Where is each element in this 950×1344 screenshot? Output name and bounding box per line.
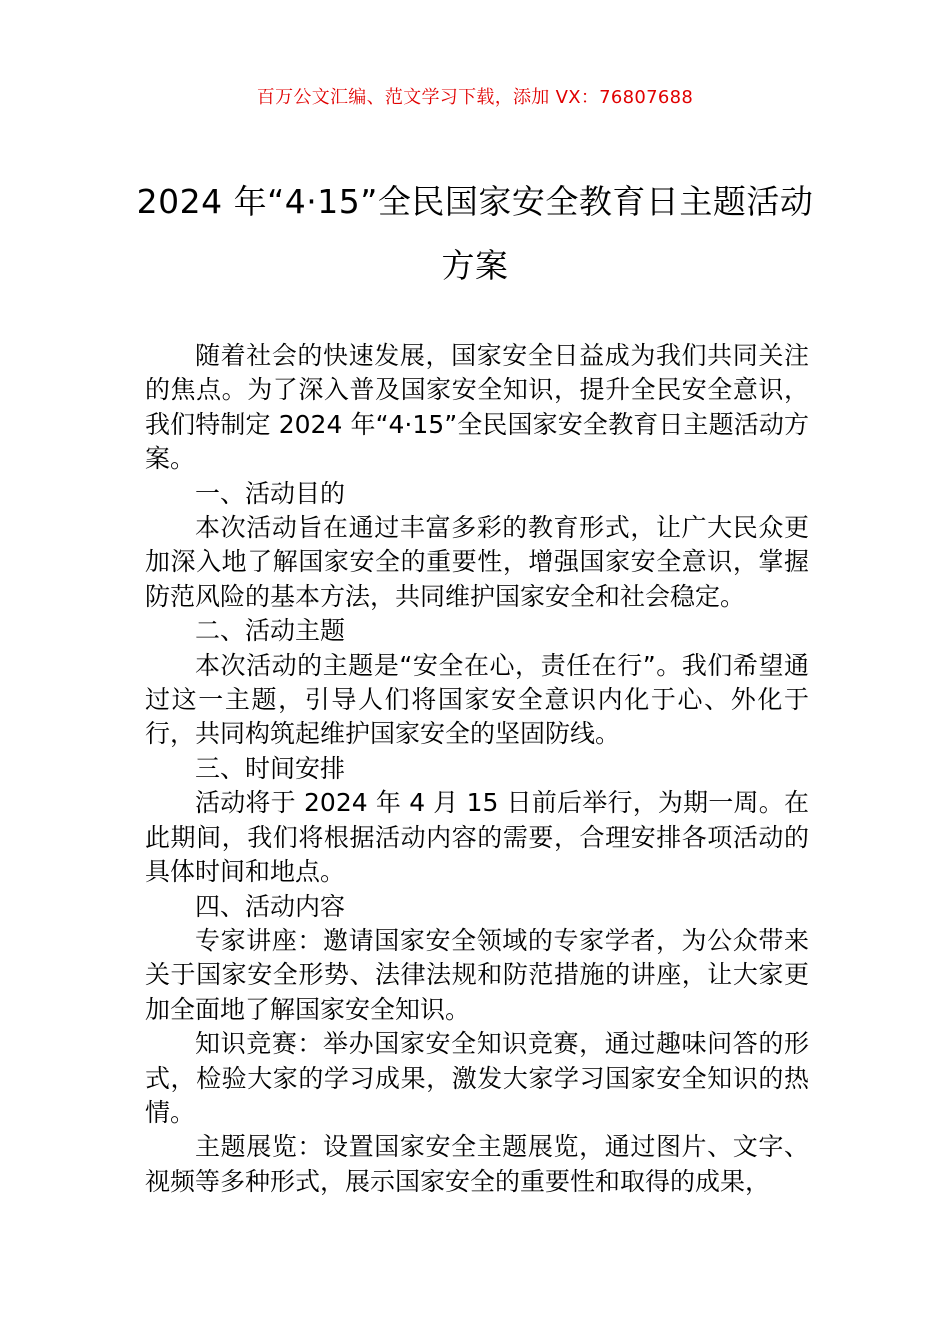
- body-paragraph: 本次活动的主题是“安全在心，责任在行”。我们希望通过这一主题，引导人们将国家安全意识内化于心、外化于行，共同构筑起维护国家安全的坚固防线。: [145, 650, 809, 749]
- body-paragraph: 本次活动旨在通过丰富多彩的教育形式，让广大民众更加深入地了解国家安全的重要性，增强国家安全意识，掌握防范风险的基本方法，共同维护国家安全和社会稳定。: [145, 513, 809, 611]
- document-body: [145, 339, 809, 1199]
- header-note: 百万公文汇编、范文学习下载，添加 VX：76807688: [256, 87, 694, 108]
- body-paragraph: 知识竞赛：举办国家安全知识竞赛，通过趣味问答的形式，检验大家的学习成果，激发大家学习国家安全知识的热情。: [145, 1029, 809, 1127]
- body-paragraph: 活动将于 2024 年 4 月 15 日前后举行，为期一周。在此期间，我们将根据活动内容的需要，合理安排各项活动的具体时间和地点。: [145, 788, 809, 887]
- section-heading: 四、活动内容: [195, 891, 346, 921]
- body-paragraph: 主题展览：设置国家安全主题展览，通过图片、文字、视频等多种形式，展示国家安全的重要性和取得的成果，: [145, 1132, 809, 1196]
- section-heading: 三、时间安排: [195, 753, 346, 783]
- body-paragraph: 专家讲座：邀请国家安全领域的专家学者，为公众带来关于国家安全形势、法律法规和防范措施的讲座，让大家更加全面地了解国家安全知识。: [145, 925, 809, 1024]
- section-heading: 二、活动主题: [195, 616, 346, 646]
- body-paragraph: 随着社会的快速发展，国家安全日益成为我们共同关注的焦点。为了深入普及国家安全知识，提升全民安全意识，我们特制定 2024 年“4·15”全民国家安全教育日主题活动方案。: [145, 341, 809, 474]
- document-title: 2024 年“4·15”全民国家安全教育日主题活动方案: [136, 182, 814, 285]
- section-heading: 一、活动目的: [195, 478, 346, 508]
